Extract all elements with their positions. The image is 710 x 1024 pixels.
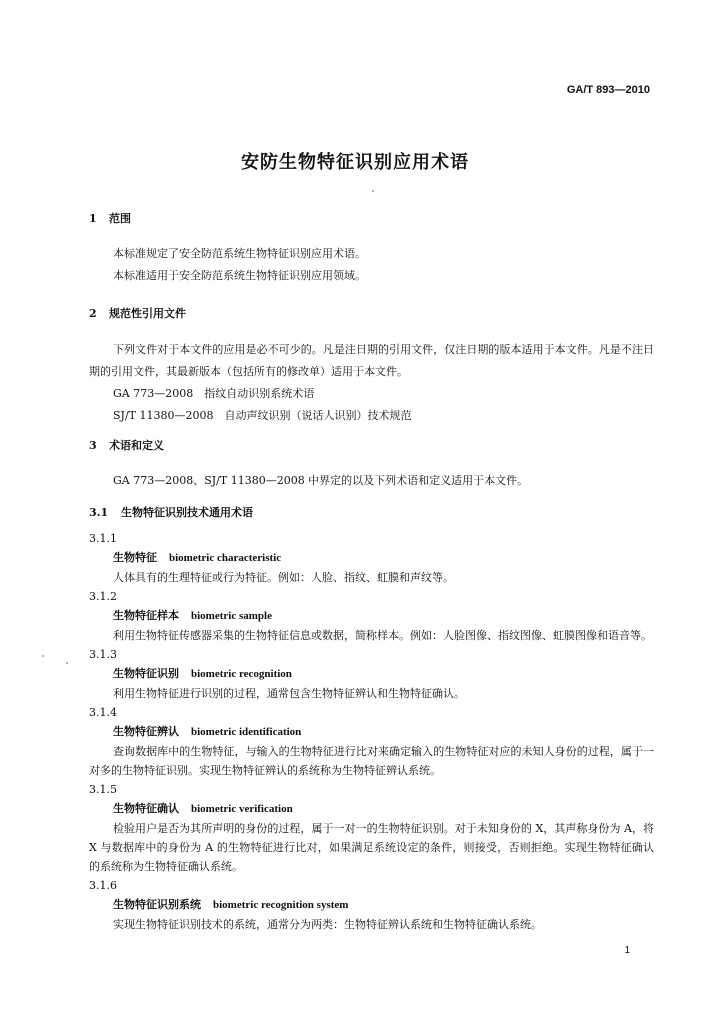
term-en: biometric verification xyxy=(191,803,293,815)
term-en: biometric recognition system xyxy=(213,899,349,911)
scan-speck xyxy=(372,190,374,192)
term-entry xyxy=(89,703,654,780)
term-definition: 检验用户是否为其所声明的身份的过程，属于一对一的生物特征识别。对于未知身份的 X，其声称身份为 A，将 X 与数据库中的身份为 A 的生物特征进行比对，如果满足系统设定的条件，则接受，否则拒绝。实现生物特征确认的系统称为生物特征确认系统。 xyxy=(89,822,654,873)
section-number: 1 xyxy=(89,212,97,225)
paragraph: 本标准适用于安全防范系统生物特征识别应用领域。 xyxy=(113,269,366,282)
term-cn: 生物特征辨认 xyxy=(113,725,179,738)
term-name xyxy=(89,722,654,742)
section-heading-scope xyxy=(89,210,131,226)
term-definition: 查询数据库中的生物特征，与输入的生物特征进行比对来确定输入的生物特征对应的未知人身份的过程，属于一对多的生物特征识别。实现生物特征辨认的系统称为生物特征辨认系统。 xyxy=(89,745,654,777)
term-en: biometric sample xyxy=(191,610,272,622)
paragraph: GA 773—2008、SJ/T 11380—2008 中界定的以及下列术语和定义适用于本文件。 xyxy=(113,474,529,487)
term-entry xyxy=(89,587,654,645)
subsection-number: 3.1 xyxy=(89,506,109,519)
term-name xyxy=(89,606,654,626)
subsection-heading xyxy=(89,504,253,520)
standard-code: GA/T 893—2010 xyxy=(566,84,650,96)
section-title: 范围 xyxy=(109,212,131,225)
references-body xyxy=(89,339,654,427)
reference-item: SJ/T 11380—2008 自动声纹识别（说话人识别）技术规范 xyxy=(113,409,412,422)
section-heading-terms-definitions xyxy=(89,437,164,453)
term-en: biometric recognition xyxy=(191,668,292,680)
term-cn: 生物特征确认 xyxy=(113,802,179,815)
term-name xyxy=(89,895,654,915)
term-cn: 生物特征 xyxy=(113,551,157,564)
section-title: 术语和定义 xyxy=(109,439,164,452)
term-number: 3.1.2 xyxy=(89,590,117,603)
scan-speck xyxy=(66,662,68,664)
scope-body xyxy=(89,243,654,287)
term-number: 3.1.1 xyxy=(89,532,117,545)
term-cn: 生物特征识别 xyxy=(113,667,179,680)
reference-item: GA 773—2008 指纹自动识别系统术语 xyxy=(113,387,315,400)
section-title: 规范性引用文件 xyxy=(109,307,186,320)
scan-speck xyxy=(42,655,44,657)
term-name xyxy=(89,664,654,684)
paragraph: 下列文件对于本文件的应用是必不可少的。凡是注日期的引用文件，仅注日期的版本适用于本文件。凡是不注日期的引用文件，其最新版本（包括所有的修改单）适用于本文件。 xyxy=(89,343,654,378)
section-number: 3 xyxy=(89,439,97,452)
term-number: 3.1.6 xyxy=(89,879,117,892)
term-definition: 利用生物特征传感器采集的生物特征信息或数据，简称样本。例如：人脸图像、指纹图像、虹膜图像和语音等。 xyxy=(113,629,652,642)
section-heading-normative-references xyxy=(89,305,186,321)
terms-list xyxy=(89,529,654,934)
term-entry xyxy=(89,645,654,703)
term-number: 3.1.4 xyxy=(89,706,117,719)
term-entry xyxy=(89,876,654,934)
term-name xyxy=(89,548,654,568)
term-en: biometric characteristic xyxy=(169,552,282,564)
section-number: 2 xyxy=(89,307,97,320)
document-title: 安防生物特征识别应用术语 xyxy=(241,152,469,173)
term-name xyxy=(89,799,654,819)
page-number: 1 xyxy=(624,945,630,956)
paragraph: 本标准规定了安全防范系统生物特征识别应用术语。 xyxy=(113,247,366,260)
term-number: 3.1.3 xyxy=(89,648,117,661)
term-entry xyxy=(89,780,654,876)
subsection-title: 生物特征识别技术通用术语 xyxy=(121,506,253,519)
term-number: 3.1.5 xyxy=(89,783,117,796)
term-definition: 利用生物特征进行识别的过程，通常包含生物特征辨认和生物特征确认。 xyxy=(113,687,465,700)
terms-intro xyxy=(89,470,654,492)
term-entry xyxy=(89,529,654,587)
term-definition: 实现生物特征识别技术的系统，通常分为两类：生物特征辨认系统和生物特征确认系统。 xyxy=(113,918,542,931)
term-cn: 生物特征样本 xyxy=(113,609,179,622)
term-definition: 人体具有的生理特征或行为特征。例如：人脸、指纹、虹膜和声纹等。 xyxy=(113,571,454,584)
term-cn: 生物特征识别系统 xyxy=(113,898,201,911)
term-en: biometric identification xyxy=(191,726,302,738)
